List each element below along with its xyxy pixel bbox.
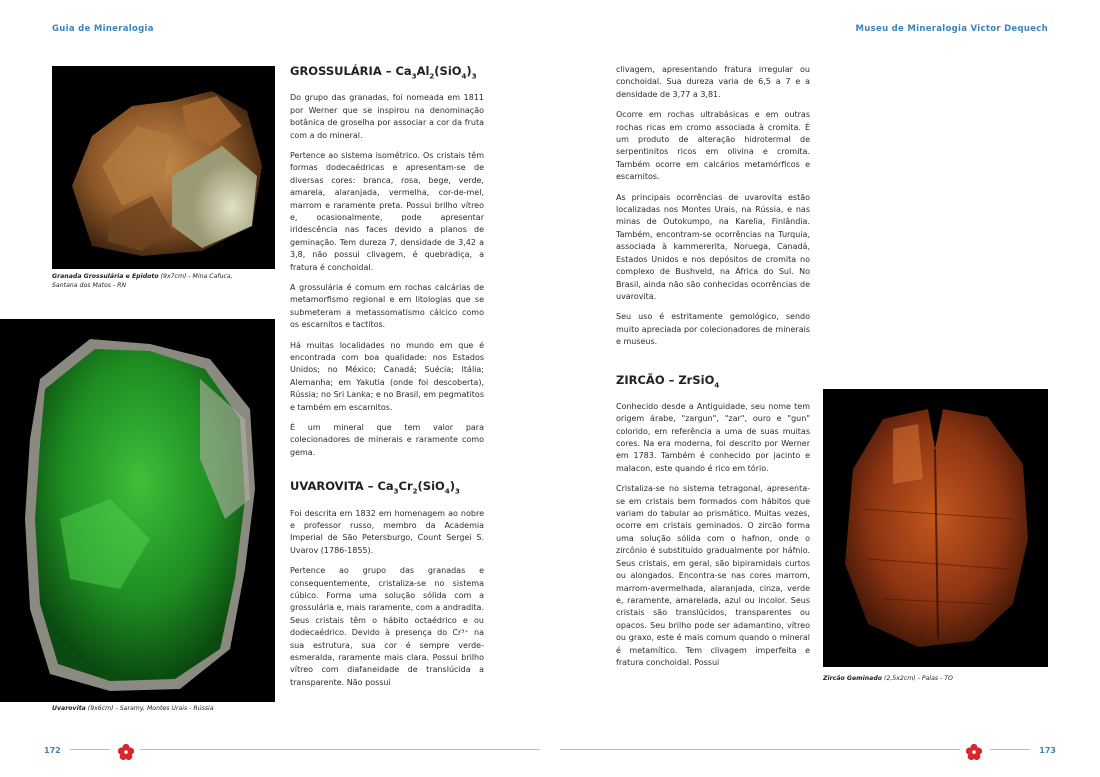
running-header-left: Guia de Mineralogia — [52, 24, 154, 34]
text-column-right — [616, 64, 810, 677]
paragraph: clivagem, apresentando fratura irregular ou conchoidal. Sua dureza varia de 6,5 a 7 e a densidade de 3,77 a 3,81. — [616, 65, 810, 99]
flower-logo-icon — [117, 743, 135, 761]
paragraph: Pertence ao grupo das granadas e consequentemente, cristaliza-se no sistema cúbico. Forma uma solução sólida com a grossulária e, mais raramente, com a andradita. Seus cristais têm o hábito octaédrico e ou dodecaédrico. Devido à presença do Cr³⁺ na sua estrutura, sua cor é sempre verde-esmeralda, raramente mais clara. Possui brilho vítreo com diafaneidade de translúcida a transparente. Não possui — [290, 566, 484, 687]
grossularia-heading: GROSSULÁRIA – $Ca_3Al_2(SiO_4)_3$ — [290, 64, 477, 81]
page-number-left: 172 — [44, 746, 61, 755]
paragraph: Foi descrita em 1832 em homenagem ao nobre e professor russo, membro da Academia Imperial de São Petersburgo, Count Sergei S. Uvarov (1786-1855). — [290, 508, 484, 555]
paragraph: Cristaliza-se no sistema tetragonal, apresenta-se em cristais bem formados com hábitos que variam do tabular ao prismático. Muitas vezes, ocorre em cristais geminados. O zircão forma uma solução sólida com o hafnon, onde o zircônio é substituído gradualmente por háfnio. Seus cristais, em geral, são bipiramidais curtos ou alongados. Encontra-se nas cores marrom, marrom-avermelhada, alaranjada, cinza, verde e, raramente, amarelada, azul ou incolor. Seus cristais são translúcidos, transparentes ou opacos. Seu brilho pode ser adamantino, vítreo ou graxo, este é mais comum quando o mineral é metamítico. Tem clivagem imperfeita e fratura conchoidal. Possui — [616, 484, 810, 667]
paragraph: As principais ocorrências de uvarovita estão localizadas nos Montes Urais, na Rússia, e nas minas de Outokumpo, na Karelia, Finlândia. Também, encontram-se ocorrências na Turquia, associada à kammererita, Noruega, Canadá, Estados Unidos e nos depósitos de cromita no complexo de Bushveld, na África do Sul. No Brasil, ainda não são conhecidas ocorrências de uvarovita. — [616, 192, 810, 301]
paragraph: A grossulária é comum em rochas calcárias de metamorfismo regional e em litologias que se submeteram a metassomatismo cálcico como os escarnitos e tactitos. — [290, 282, 484, 330]
uvarovita-photo — [0, 319, 275, 702]
paragraph: Há muitas localidades no mundo em que é encontrada com boa qualidade: nos Estados Unidos; no México; Canadá; Suécia; Itália; Alemanha; em Yakutia (onde foi descoberta), Rússia; no Sri Lanka; e no Brasil, em pegmatitos e também em escarnitos. — [290, 340, 484, 412]
paragraph: Do grupo das granadas, foi nomeada em 1811 por Werner que se inspirou na denominação botânica de groselha por associar a cor da fruta com a do mineral. — [290, 93, 484, 140]
paragraph: Conhecido desde a Antiguidade, seu nome tem origem árabe, "zargun", "zar", ouro e "gun" colorido, em referência a uma de suas muitas cores. Na era moderna, foi descrito por Werner em 1783. Também é conhecido por jacinto e malacon, este quando é rico em tório. — [616, 401, 810, 473]
text-column-left — [290, 64, 484, 697]
paragraph: Ocorre em rochas ultrabásicas e em outras rochas ricas em cromo associada à cromita. É um produto de alteração hidrotermal de serpentinitos ricos em olivina e cromita. Também ocorre em calcários metamórficos e escarnitos. — [616, 110, 810, 182]
uvarovita-caption: Uvarovita (9x6cm) - Saramy, Montes Urais - Rússia — [52, 705, 214, 712]
footer-rule-right-long — [560, 749, 960, 750]
grossularia-photo — [52, 66, 275, 269]
zircao-heading: ZIRCÃO – ZrSiO$_4$ — [616, 372, 720, 389]
uvarovita-heading: UVAROVITA – $Ca_3Cr_2(SiO_4)_3$ — [290, 479, 460, 496]
page-number-right: 173 — [1039, 746, 1056, 755]
zircao-photo — [823, 389, 1048, 667]
paragraph: Pertence ao sistema isométrico. Os cristais têm formas dodecaédricas e apresentam-se de diversas cores: branca, rosa, bege, verde, amarela, alaranjada, vermelha, cor-de-mel, marrom e raramente preta. Possui brilho vítreo e, ocasionalmente, pode apresentar iridescência nas faces devido a planos de geminação. Tem dureza 7, densidade de 3,42 a 3,8, não possui clivagem, é quebradiça, a fratura é conchoidal. — [290, 150, 484, 272]
zircao-caption: Zircão Geminado (2,5x2cm) - Palas - TO — [823, 675, 953, 682]
footer-rule-left-long — [140, 749, 540, 750]
running-header-right: Museu de Mineralogia Victor Dequech — [855, 24, 1048, 34]
flower-logo-icon — [965, 743, 983, 761]
footer-rule-right — [990, 749, 1030, 750]
grossularia-caption: Granada Grossulária e Epidoto (9x7cm) - Mina Cafuca, Santana dos Matos - RN — [52, 273, 233, 289]
footer-rule-left — [70, 749, 110, 750]
paragraph: Seu uso é estritamente gemológico, sendo muito apreciada por colecionadores de minerais e museus. — [616, 312, 810, 347]
paragraph: É um mineral que tem valor para colecionadores de minerais e raramente como gema. — [290, 423, 484, 457]
